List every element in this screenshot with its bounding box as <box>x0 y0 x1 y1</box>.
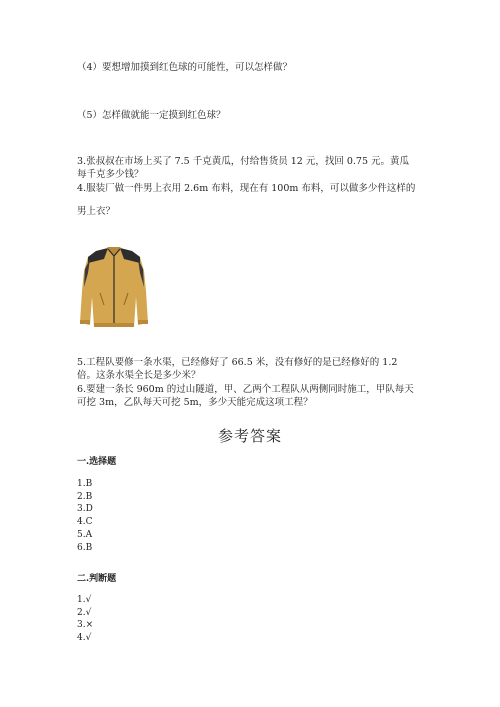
problem-4-line-1: 4.服装厂做一件男上衣用 2.6m 布料，现在有 100m 布料，可以做多少件这样的 <box>77 183 416 194</box>
judgement-answer-list <box>77 594 93 645</box>
list-item: 4.C <box>77 517 93 528</box>
list-item: 6.B <box>77 542 93 553</box>
list-item: 1.√ <box>77 595 92 605</box>
list-item: 3.D <box>77 504 93 515</box>
problem-6-line-1: 6.要建一条长 960m 的过山隧道，甲、乙两个工程队从两侧同时施工，甲队每天 <box>77 384 414 395</box>
list-item: 1.B <box>77 479 93 489</box>
list-item: 3.× <box>77 620 94 631</box>
choice-answer-list <box>77 478 93 554</box>
question-4: （4）要想增加摸到红色球的可能性，可以怎样做？ <box>77 62 293 73</box>
section-heading-choice: 一.选择题 <box>77 457 117 467</box>
list-item: 5.A <box>77 529 93 540</box>
answer-key-title: 参考答案 <box>217 427 282 445</box>
section-heading-judgement: 二.判断题 <box>77 574 117 584</box>
problem-3-line-1: 3.张叔叔在市场上买了 7.5 千克黄瓜，付给售货员 12 元，找回 0.75 元。黄瓜 <box>77 156 410 167</box>
list-item: 4.√ <box>77 633 92 644</box>
problem-5-line-1: 5.工程队要修一条水渠，已经修好了 66.5 米，没有修好的是已经修好的 1.2 <box>77 357 398 368</box>
list-item: 2.B <box>77 491 93 502</box>
problem-5-line-2: 倍。这条水渠全长是多少米？ <box>77 370 201 381</box>
jacket-icon <box>74 247 154 329</box>
list-item: 2.√ <box>77 607 92 618</box>
problem-3-line-2: 每千克多少钱？ <box>77 169 144 180</box>
problem-4-line-2: 男上衣？ <box>77 206 116 217</box>
problem-6-line-2: 可挖 3m，乙队每天可挖 5m，多少天能完成这项工程？ <box>77 397 313 408</box>
question-5: （5）怎样做就能一定摸到红色球？ <box>77 110 226 121</box>
